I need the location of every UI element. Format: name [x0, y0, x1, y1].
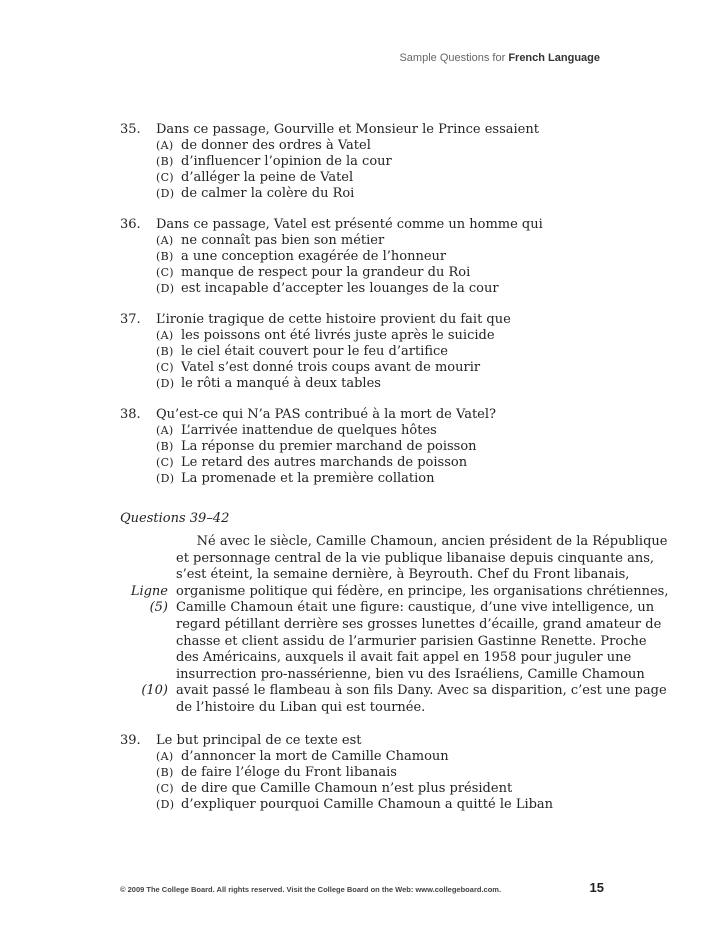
- line-marker: [116, 667, 176, 684]
- option-letter: (B): [156, 440, 174, 453]
- option-letter: (A): [156, 424, 174, 437]
- option-text: d’influencer l’opinion de la cour: [181, 154, 392, 169]
- answer-option: [120, 765, 620, 781]
- answer-option: [120, 233, 620, 249]
- option-letter: (B): [156, 155, 174, 168]
- answer-option: [120, 797, 620, 813]
- question: [120, 217, 620, 297]
- passage-line-text: de l’histoire du Liban qui est tournée.: [176, 699, 426, 715]
- option-text: de calmer la colère du Roi: [181, 186, 355, 201]
- option-letter: (A): [156, 749, 174, 763]
- question-number: 39.: [120, 732, 141, 748]
- reading-passage: [120, 534, 669, 717]
- option-text: de faire l’éloge du Front libanais: [181, 764, 397, 780]
- question: [120, 312, 620, 392]
- answer-option: [120, 376, 620, 392]
- option-text: de donner des ordres à Vatel: [181, 138, 371, 153]
- question-text: Dans ce passage, Vatel est présenté comme un homme qui: [156, 217, 543, 232]
- answer-option: [120, 471, 620, 487]
- line-marker: [116, 534, 176, 551]
- option-text: La promenade et la première collation: [181, 471, 435, 486]
- option-letter: (B): [156, 250, 174, 263]
- question-text: Qu’est-ce qui N’a PAS contribué à la mort de Vatel?: [156, 407, 496, 422]
- question-stem: [120, 407, 620, 423]
- copyright-notice: © 2009 The College Board. All rights reserved. Visit the College Board on the Web: www.collegeboard.com.: [120, 885, 502, 894]
- option-letter: (D): [156, 377, 175, 390]
- question-group-a: [120, 122, 620, 487]
- page-footer: [120, 880, 604, 895]
- passage-line: [120, 666, 645, 684]
- option-letter: (D): [156, 472, 175, 485]
- answer-option: [120, 170, 620, 186]
- passage-line: [120, 550, 655, 568]
- answer-option: [120, 328, 620, 344]
- option-text: a une conception exagérée de l’honneur: [181, 249, 447, 264]
- passage-line-text: organisme politique qui fédère, en principe, les organisations chrétiennes,: [176, 583, 669, 599]
- option-text: L’arrivée inattendue de quelques hôtes: [181, 423, 437, 438]
- passage-line-text: Camille Chamoun était une figure: caustique, d’une vive intelligence, un: [176, 600, 655, 616]
- option-text: d’annoncer la mort de Camille Chamoun: [181, 748, 449, 764]
- line-marker: [116, 700, 176, 717]
- answer-option: [120, 186, 620, 202]
- line-marker: [116, 650, 176, 667]
- option-letter: (C): [156, 781, 174, 795]
- passage-line-text: s’est éteint, la semaine dernière, à Beyrouth. Chef du Front libanais,: [176, 567, 630, 583]
- option-letter: (C): [156, 171, 174, 184]
- option-text: de dire que Camille Chamoun n’est plus président: [181, 780, 513, 796]
- passage-line-text: des Américains, auxquels il avait fait appel en 1958 pour juguler une: [176, 650, 632, 666]
- option-text: Vatel s’est donné trois coups avant de mourir: [181, 360, 481, 375]
- option-text: est incapable d’accepter les louanges de la cour: [181, 281, 499, 296]
- answer-option: [120, 781, 620, 797]
- option-letter: (B): [156, 765, 174, 779]
- question-group-b: [120, 733, 620, 813]
- section-title: Questions 39–42: [120, 511, 230, 526]
- option-letter: (C): [156, 456, 174, 469]
- passage-line-text: chasse et client assidu de l’armurier parisien Gastinne Renette. Proche: [176, 633, 647, 649]
- passage-line-text: insurrection pro-nassérienne, bien vu des Israéliens, Camille Chamoun: [176, 666, 645, 682]
- question-stem: [120, 122, 620, 138]
- answer-option: [120, 154, 620, 170]
- answer-option: [120, 249, 620, 265]
- header-subject: French Language: [508, 52, 600, 64]
- line-marker: [116, 617, 176, 634]
- option-letter: (B): [156, 345, 174, 358]
- option-letter: (D): [156, 282, 175, 295]
- passage-line: [120, 633, 647, 651]
- option-letter: (A): [156, 329, 174, 342]
- option-text: Le retard des autres marchands de poisson: [181, 455, 468, 470]
- option-letter: (A): [156, 139, 174, 152]
- answer-option: [120, 423, 620, 439]
- passage-line: [120, 650, 632, 667]
- option-text: ne connaît pas bien son métier: [181, 233, 385, 248]
- option-letter: (C): [156, 361, 174, 374]
- question-number: 38.: [120, 407, 141, 422]
- option-letter: (C): [156, 266, 174, 279]
- page-number: 15: [589, 880, 604, 895]
- option-letter: (D): [156, 187, 175, 200]
- line-marker: Ligne: [130, 583, 168, 599]
- question-number: 35.: [120, 122, 141, 137]
- line-marker: (5): [149, 600, 168, 616]
- passage-line: [120, 583, 669, 601]
- option-text: manque de respect pour la grandeur du Roi: [181, 265, 471, 280]
- line-marker: [116, 634, 176, 651]
- passage-line: [120, 683, 667, 700]
- option-letter: (D): [156, 797, 175, 811]
- running-header: [399, 52, 600, 64]
- answer-option: [120, 138, 620, 154]
- question: [120, 407, 620, 487]
- option-text: d’expliquer pourquoi Camille Chamoun a quitté le Liban: [181, 796, 554, 812]
- question-number: 36.: [120, 217, 141, 232]
- question-text: Le but principal de ce texte est: [156, 732, 362, 748]
- passage-line-text: avait passé le flambeau à son fils Dany. Avec sa disparition, c’est une page: [176, 683, 667, 699]
- question: [120, 733, 620, 813]
- option-text: le rôti a manqué à deux tables: [181, 376, 381, 391]
- answer-option: [120, 455, 620, 471]
- line-marker: [116, 567, 176, 584]
- answer-option: [120, 281, 620, 297]
- answer-option: [120, 749, 620, 765]
- option-text: les poissons ont été livrés juste après le suicide: [181, 328, 495, 343]
- line-marker: (10): [141, 683, 168, 699]
- option-text: le ciel était couvert pour le feu d’artifice: [181, 344, 448, 359]
- passage-line: [120, 700, 620, 717]
- option-text: La réponse du premier marchand de poisson: [181, 439, 477, 454]
- question-stem: [120, 312, 620, 328]
- page-content: [120, 122, 669, 828]
- answer-option: [120, 344, 620, 360]
- question-stem: [120, 733, 620, 749]
- question: [120, 122, 620, 202]
- option-text: d’alléger la peine de Vatel: [181, 170, 354, 185]
- option-letter: (A): [156, 234, 174, 247]
- answer-option: [120, 265, 620, 281]
- question-text: Dans ce passage, Gourville et Monsieur le Prince essaient: [156, 122, 539, 137]
- question-number: 37.: [120, 312, 141, 327]
- passage-line: [120, 567, 630, 584]
- question-stem: [120, 217, 620, 233]
- passage-line: [120, 600, 655, 617]
- passage-line: [120, 616, 662, 634]
- line-marker: [116, 551, 176, 568]
- passage-line-text: et personnage central de la vie publique libanaise depuis cinquante ans,: [176, 550, 655, 566]
- passage-line: [120, 534, 668, 551]
- answer-option: [120, 439, 620, 455]
- question-text: L’ironie tragique de cette histoire provient du fait que: [156, 312, 511, 327]
- passage-line-text: regard pétillant derrière ses grosses lunettes d’écaille, grand amateur de: [176, 616, 662, 632]
- passage-line-text: Né avec le siècle, Camille Chamoun, ancien président de la République: [176, 534, 668, 549]
- answer-option: [120, 360, 620, 376]
- header-prefix: Sample Questions for: [399, 52, 509, 64]
